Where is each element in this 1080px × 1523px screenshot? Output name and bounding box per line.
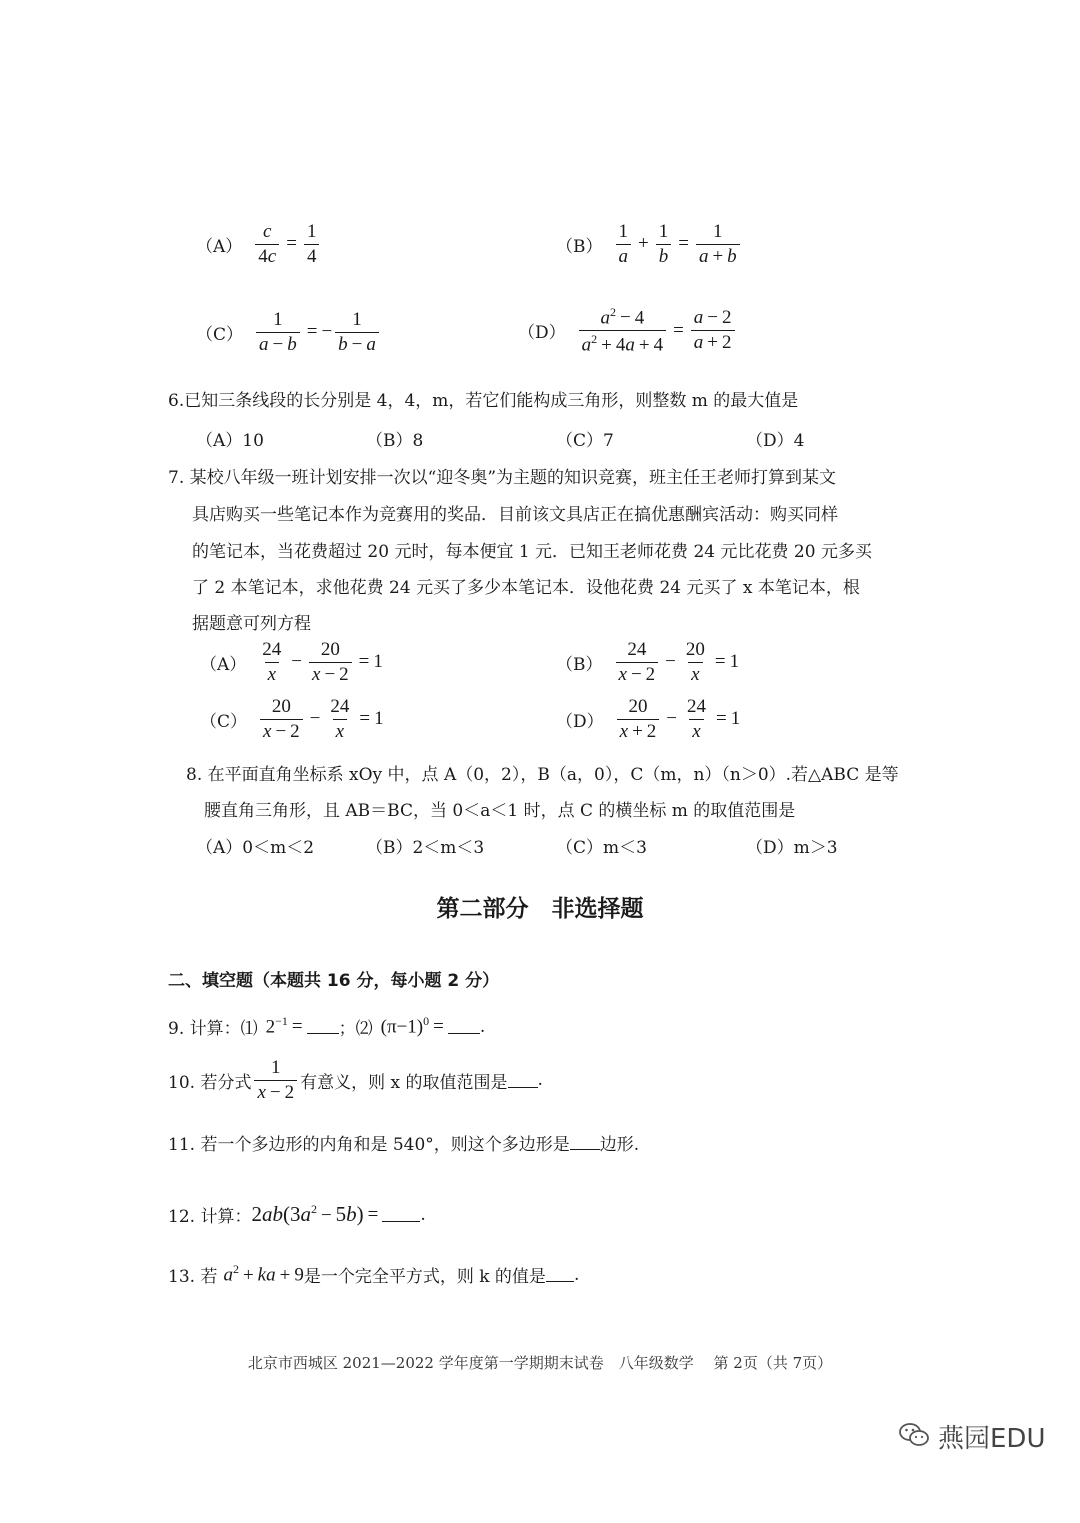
q5-option-d: （D） $\frac{a^2 - 4}{a^2 + 4a + 4}$ = $\frac{a - 2}{a + 2}$ [518,306,738,356]
q12-blank[interactable] [382,1207,420,1222]
q9-blank-1[interactable] [307,1019,339,1034]
q10: 10. 若分式 $\frac{1}{x - 2}$ 有意义，则 x 的取值范围是 . [168,1057,543,1103]
q10-suffix: 有意义，则 x 的取值范围是 [300,1072,508,1093]
q8-option-c: （C）m＜3 [556,838,647,858]
q6-option-c: （C）7 [556,431,614,451]
q11 [168,1130,639,1155]
q9: 9. 计算：⑴ $2^{-1}$ = ；⑵ $(\pi-1)^0$ = . [168,1014,486,1039]
q13: 13. 若 $a^2$ + ka + 9 是一个完全平方式，则 k 的值是 . [168,1262,580,1287]
q11-suffix: 边形. [599,1135,640,1155]
q8-option-a: （A）0＜m＜2 [196,838,315,858]
q8-option-d: （D）m＞3 [746,838,838,858]
q7-option-a: （A） $\frac{24}{x}$ − $\frac{20}{x - 2}$ = 1 [200,639,383,685]
section2-heading: 二、填空题（本题共 16 分，每小题 2 分） [168,971,500,991]
page-footer: 北京市西城区 2021—2022 学年度第一学期期末试卷 八年级数学 第 2页（共 7页） [247,1354,833,1372]
part2-title: 第二部分 非选择题 [436,896,644,922]
q8-line-2: 腰直角三角形，且 AB＝BC，当 0＜a＜1 时，点 C 的横坐标 m 的取值范围是 [204,801,796,821]
q7-line-1: 7. 某校八年级一班计划安排一次以“迎冬奥”为主题的知识竞赛，班主任王老师打算到某文 [168,468,837,488]
q5-option-c: （C） $\frac{1}{a - b}$ = − $\frac{1}{b - a}$ [196,310,382,355]
q7-line-2: 具店购买一些笔记本作为竞赛用的奖品．目前该文具店正在搞优惠酬宾活动：购买同样 [192,505,838,525]
q7-line-3: 的笔记本，当花费超过 20 元时，每本便宜 1 元．已知王老师花费 24 元比花费 20 元多买 [192,542,872,562]
q8-line-1: 8. 在平面直角坐标系 xOy 中，点 A（0，2），B（a，0），C（m，n）（n＞0）.若△ABC 是等 [186,765,899,785]
wechat-icon [898,1421,930,1453]
q9-mid: ；⑵ [338,1019,373,1039]
q12: 12. 计算： $2ab(3a^2 - 5b)$ = . [168,1202,426,1227]
q10-prefix: 10. 若分式 [168,1072,252,1093]
q6-option-a: （A）10 [196,431,264,451]
q13-suffix: 是一个完全平方式，则 k 的值是 [303,1267,546,1287]
q6-option-b: （B）8 [366,431,424,451]
watermark [898,1418,1045,1455]
q6-stem: 6.已知三条线段的长分别是 4，4，m，若它们能构成三角形，则整数 m 的最大值是 [168,391,799,411]
q7-option-c: （C） $\frac{20}{x - 2}$ − $\frac{24}{x}$ = 1 [200,696,384,742]
q6-option-d: （D）4 [746,431,805,451]
q5-option-b: （B） $\frac{1}{a}$ + $\frac{1}{b}$ = $\frac{1}{a + b}$ [556,222,743,267]
q9-prefix: 9. 计算：⑴ [168,1019,258,1039]
q7-option-d: （D） $\frac{20}{x + 2}$ − $\frac{24}{x}$ = 1 [556,696,741,742]
q7-option-b: （B） $\frac{24}{x - 2}$ − $\frac{20}{x}$ = 1 [556,639,740,685]
q10-blank[interactable] [508,1073,538,1088]
q12-prefix: 12. 计算： [168,1207,252,1227]
q13-blank[interactable] [546,1267,574,1282]
q5-option-a: （A） $\frac{c}{4c}$ = $\frac{1}{4}$ [196,222,322,267]
q11-prefix: 11. 若一个多边形的内角和是 540°，则这个多边形是 [168,1135,570,1155]
q9-blank-2[interactable] [448,1019,480,1034]
watermark-text: 燕园EDU [938,1424,1046,1454]
q8-option-b: （B）2＜m＜3 [366,838,485,858]
q7-line-5: 据题意可列方程 [192,614,311,634]
q11-blank[interactable] [570,1135,600,1150]
q7-line-4: 了 2 本笔记本，求他花费 24 元买了多少本笔记本．设他花费 24 元买了 x 本笔记本，根 [192,578,860,598]
q13-prefix: 13. 若 [168,1267,218,1287]
